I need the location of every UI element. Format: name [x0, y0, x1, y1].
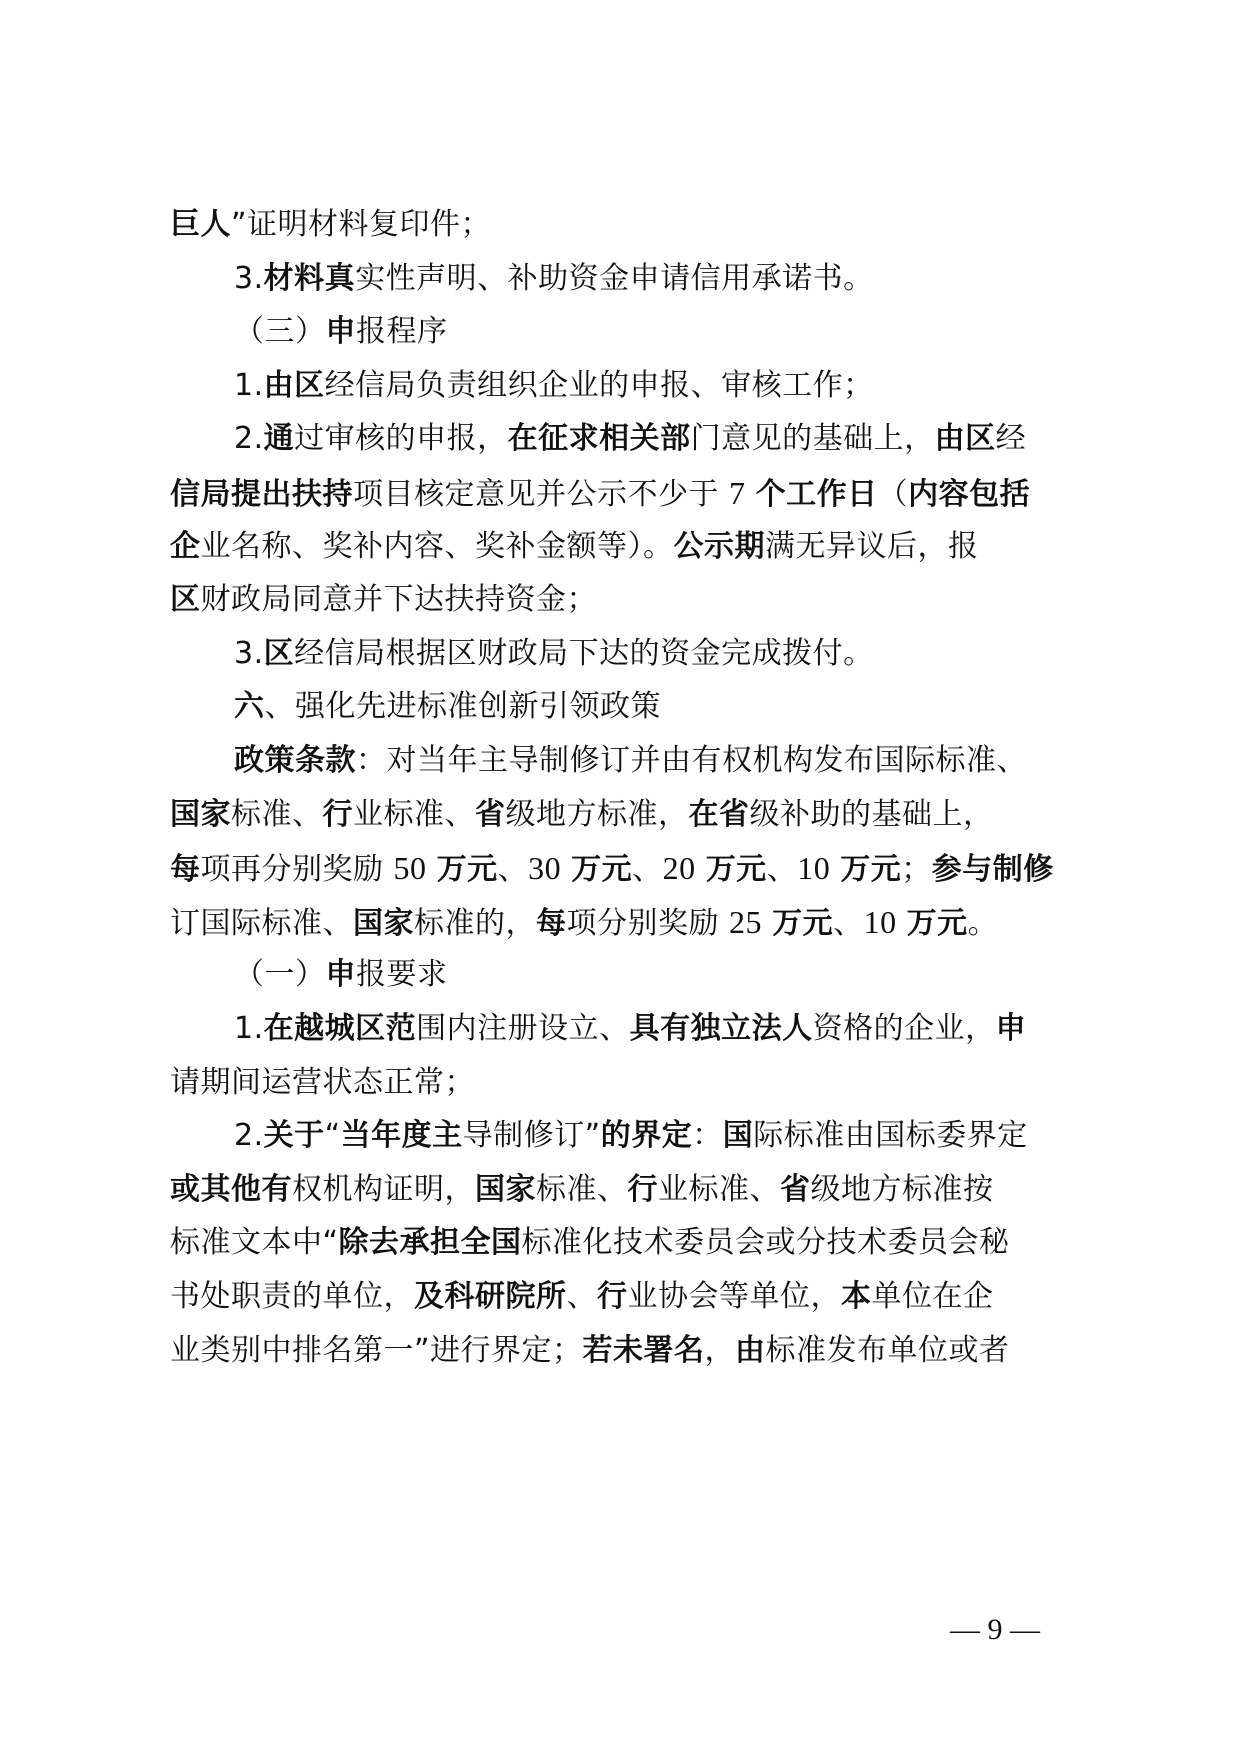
bold-text: 当年度主: [340, 1118, 463, 1154]
bold-text: 申: [325, 314, 356, 350]
bold-text: 省: [780, 1171, 811, 1207]
text-segment: 报要求: [356, 957, 448, 993]
page-number: — 9 —: [950, 1613, 1040, 1646]
text-line: [0, 786, 1240, 844]
bold-text: 若未署名: [582, 1332, 705, 1368]
text-segment: 标准的，: [414, 905, 536, 941]
text-segment: ：对当年主导制修订并由有权机构发布国际标准、: [356, 743, 1027, 778]
text-line: [0, 946, 1240, 1004]
text-segment: ：: [692, 1118, 723, 1154]
bold-text: 由区: [934, 421, 996, 457]
text-line: [0, 357, 1240, 415]
text-segment: 业类别中排名第一”进行界定；: [170, 1332, 583, 1368]
text-segment: ”证明材料复印件；: [231, 207, 492, 242]
text-segment: ；: [901, 852, 932, 888]
bold-text: 关于: [263, 1118, 325, 1154]
text-line: [0, 678, 1240, 736]
text-segment: 、强化先进标准创新引领政策: [264, 689, 661, 725]
text-line: [0, 410, 1240, 468]
text-segment: 经信局根据区财政局下达的资金完成拨付。: [294, 635, 874, 671]
bold-text: 由: [735, 1332, 766, 1368]
text-segment: 导制修订”: [462, 1118, 601, 1154]
text-segment: 、: [632, 852, 663, 888]
bold-text: 申: [995, 1011, 1027, 1046]
text-line: [0, 571, 1240, 629]
text-segment: 标准化技术委员会或分技术委员会秘: [521, 1225, 1010, 1261]
text-segment: 7: [729, 475, 746, 511]
text-segment: [746, 477, 756, 512]
text-segment: [830, 852, 840, 887]
bold-text: 企: [170, 528, 201, 564]
text-segment: 业协会等单位，: [627, 1279, 841, 1314]
text-line: [0, 1268, 1240, 1326]
text-segment: 50: [393, 850, 427, 887]
bold-text: 巨人: [170, 207, 231, 242]
text-segment: 门意见的基础上，: [690, 421, 935, 457]
text-segment: [427, 852, 437, 887]
bold-text: 行: [627, 1171, 658, 1207]
text-segment: 30: [528, 850, 562, 887]
text-segment: 、: [833, 905, 864, 941]
text-segment: 10: [797, 850, 831, 887]
text-segment: 订国际标准、: [170, 905, 353, 941]
text-line: [0, 625, 1240, 683]
text-segment: 项再分别奖励: [200, 852, 394, 888]
text-segment: 。: [967, 905, 999, 941]
text-line: [0, 250, 1240, 308]
bold-text: 在省: [688, 796, 750, 832]
text-segment: 经: [995, 421, 1027, 457]
bold-text: 内容包括: [908, 477, 1031, 512]
bold-text: 政策条款: [234, 743, 356, 778]
text-segment: 项目核定意见并公示不少于: [353, 477, 730, 512]
text-segment: [897, 906, 907, 941]
text-segment: 标准文本中“: [170, 1225, 339, 1261]
text-segment: 、: [566, 1279, 597, 1314]
bold-text: 在征求相关部: [507, 421, 691, 457]
bold-text: 国家: [353, 905, 414, 941]
bold-text: 每: [170, 852, 201, 888]
bold-text: 万元: [571, 852, 633, 888]
text-segment: 经信局负责组织企业的申报、审核工作；: [324, 367, 874, 403]
text-segment: 权机构证明，: [292, 1171, 475, 1207]
text-segment: 业名称、奖补内容、奖补金额等）。: [200, 528, 674, 564]
text-segment: 3.: [234, 635, 264, 671]
bold-text: 行: [597, 1279, 628, 1314]
bold-text: 及科研院所: [414, 1279, 567, 1314]
bold-text: 本: [841, 1279, 872, 1314]
text-segment: 1.: [234, 1011, 264, 1046]
text-line: [0, 1000, 1240, 1058]
bold-text: 材料真: [263, 260, 356, 296]
bold-text: 具有独立法人: [629, 1011, 813, 1046]
text-segment: 书处职责的单位，: [170, 1279, 414, 1314]
text-line: [0, 1322, 1240, 1380]
text-line: [0, 839, 1240, 897]
text-segment: [561, 852, 571, 887]
text-segment: 1.: [234, 367, 264, 403]
bold-text: 万元: [436, 852, 498, 888]
text-segment: （三）: [234, 314, 326, 350]
bold-text: 国家: [170, 796, 231, 832]
text-segment: 项分别奖励: [566, 905, 730, 941]
text-segment: 报程序: [356, 314, 448, 350]
bold-text: 申: [325, 957, 356, 993]
text-segment: 业标准、: [658, 1171, 780, 1207]
text-segment: 20: [662, 850, 696, 887]
text-segment: [762, 906, 772, 941]
text-line: [0, 893, 1240, 951]
bold-text: 省: [475, 796, 506, 832]
text-line: [0, 518, 1240, 576]
text-segment: （: [877, 477, 909, 512]
bold-text: 区: [170, 582, 201, 618]
text-line: [0, 732, 1240, 790]
bold-text: 万元: [906, 905, 968, 941]
bold-text: 除去承担全国: [338, 1225, 522, 1261]
text-segment: 2.: [234, 1118, 264, 1154]
text-segment: 际标准由国标委界定: [753, 1118, 1028, 1154]
text-line: [0, 196, 1240, 254]
text-line: [0, 1161, 1240, 1219]
text-segment: 标准发布单位或者: [765, 1332, 1010, 1368]
text-segment: 资格的企业，: [812, 1011, 996, 1046]
text-segment: 3.: [234, 260, 264, 296]
text-segment: 单位在企: [871, 1279, 994, 1314]
bold-text: 行: [322, 796, 353, 832]
text-segment: “: [324, 1118, 341, 1154]
text-segment: 2.: [234, 421, 264, 457]
text-segment: 级补助的基础上，: [749, 796, 994, 832]
bold-text: 万元: [705, 852, 767, 888]
text-line: [0, 303, 1240, 361]
text-segment: 标准、: [536, 1171, 628, 1207]
text-segment: 10: [863, 903, 897, 940]
bold-text: 由区: [263, 367, 325, 403]
bold-text: 参与制修: [931, 852, 1054, 888]
text-segment: 实性声明、补助资金申请信用承诺书。: [355, 260, 874, 296]
bold-text: 万元: [840, 852, 902, 888]
text-line: [0, 1054, 1240, 1112]
bold-text: 国家: [475, 1171, 536, 1207]
text-segment: 过审核的申报，: [294, 421, 508, 457]
bold-text: 六: [234, 689, 265, 725]
text-segment: 围内注册设立、: [416, 1011, 630, 1046]
bold-text: 区: [263, 635, 295, 671]
bold-text: 每: [536, 905, 567, 941]
text-segment: 财政局同意并下达扶持资金；: [200, 582, 597, 618]
bold-text: 通: [263, 421, 295, 457]
bold-text: 的界定: [600, 1118, 693, 1154]
bold-text: 万元: [772, 905, 834, 941]
bold-text: 个工作日: [755, 477, 878, 512]
bold-text: 或其他有: [170, 1171, 292, 1207]
text-segment: 、: [497, 852, 529, 888]
text-segment: ，: [704, 1332, 736, 1368]
text-segment: 请期间运营状态正常；: [170, 1064, 475, 1100]
text-segment: [696, 852, 706, 887]
bold-text: 信局提出扶持: [170, 477, 353, 512]
text-segment: 级地方标准按: [810, 1171, 994, 1207]
text-segment: 级地方标准，: [505, 796, 689, 832]
bold-text: 在越城区范: [263, 1011, 417, 1046]
text-segment: 、: [766, 852, 798, 888]
text-line: [0, 464, 1240, 522]
text-line: [0, 1214, 1240, 1272]
bold-text: 公示期: [673, 528, 765, 564]
text-segment: 业标准、: [353, 796, 475, 832]
bold-text: 国: [722, 1118, 754, 1154]
text-segment: （一）: [234, 957, 326, 993]
text-segment: 标准、: [231, 796, 323, 832]
text-line: [0, 1107, 1240, 1165]
text-segment: 25: [729, 903, 763, 940]
text-segment: 满无异议后，报: [765, 528, 979, 564]
